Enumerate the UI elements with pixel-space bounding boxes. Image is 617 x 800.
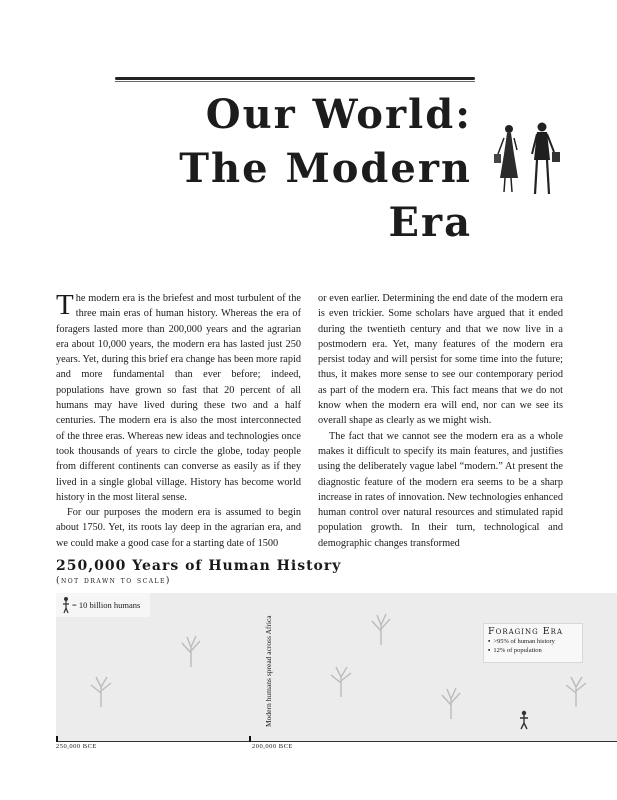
era-item: ▪ >95% of human history xyxy=(488,637,578,646)
title-line-2: The Modern xyxy=(179,145,472,192)
title-line-3: Era xyxy=(388,199,472,246)
timeline-tick xyxy=(56,736,58,742)
drop-cap: T xyxy=(56,289,74,321)
foragers-decoration xyxy=(86,673,116,709)
paragraph-1: he modern era is the briefest and most turbulent of the three main eras of human history. Whereas the era of foragers lasted more than 200,000 years and the agrarian era about 10,000 years, the modern era has lasted just 250 years. Yet, during this brief era change has been more rapid and more fundamental than ever before; indeed, populations have grown so fast that 20 percent of all humans may have lived during these two and a half centuries. The modern era is also the most interconnected of the three eras. Whereas new ideas and technologies once took thousands of years to circle the globe, today people from different continents can converse as easily as if they lived in a single global village. History has become world history in the most literal sense. xyxy=(56,293,301,503)
timeline-title: 250,000 Years of Human History xyxy=(56,558,342,574)
foragers-decoration xyxy=(436,685,466,721)
foraging-era-box xyxy=(483,623,583,663)
era-item: ▪ 12% of population xyxy=(488,646,578,655)
timeline-event-label: Modern humans spread across Africa xyxy=(264,615,273,727)
timeline-panel xyxy=(56,593,617,741)
tick-label-250000: 250,000 BCE xyxy=(56,743,97,750)
human-figure-marker xyxy=(516,709,532,731)
timeline-tick xyxy=(249,736,251,742)
paragraph-3: or even earlier. Determining the end date of the modern era is even trickier. Some scholars have argued that it ended during the twentieth century and that we now live in a postmodern era. Yet, many features of the modern era persist today and will persist for some time into the future; thus, it makes more sense to see our contemporary period as part of the modern era. This fact means that we do not know when the modern era will end, nor can we see its overall shape as clearly as we might wish. xyxy=(318,293,563,427)
era-name: Foraging Era xyxy=(488,626,564,637)
foragers-decoration xyxy=(176,633,206,669)
paragraph-4: The fact that we cannot see the modern era as a whole makes it difficult to specify its main features, and justifies using the deliberately vague label “modern.” At present the diagnostic feature of the modern era seems to be a sharp increase in rates of innovation. New technologies enhanced human control over natural resources and stimulated rapid population growth. In their turn, technological and demographic changes transformed xyxy=(318,430,563,549)
article-column-left xyxy=(56,291,301,551)
page-title xyxy=(179,88,472,250)
tick-label-200000: 200,000 BCE xyxy=(252,743,293,750)
timeline-legend xyxy=(56,593,150,617)
foragers-decoration xyxy=(326,663,356,699)
legend-text: = 10 billion humans xyxy=(72,600,141,610)
title-rule xyxy=(115,77,475,80)
foragers-decoration xyxy=(561,673,591,709)
timeline-axis xyxy=(56,741,617,742)
title-line-1: Our World: xyxy=(205,91,472,138)
paragraph-2: For our purposes the modern era is assumed to begin about 1750. Yet, its roots lay deep in the agrarian era, and we could make a good case for a starting date of 1500 xyxy=(56,507,301,549)
foragers-decoration xyxy=(366,611,396,647)
fashion-figures-illustration xyxy=(492,120,562,200)
article-column-right xyxy=(318,291,563,551)
timeline-subtitle: (not drawn to scale) xyxy=(56,576,171,586)
